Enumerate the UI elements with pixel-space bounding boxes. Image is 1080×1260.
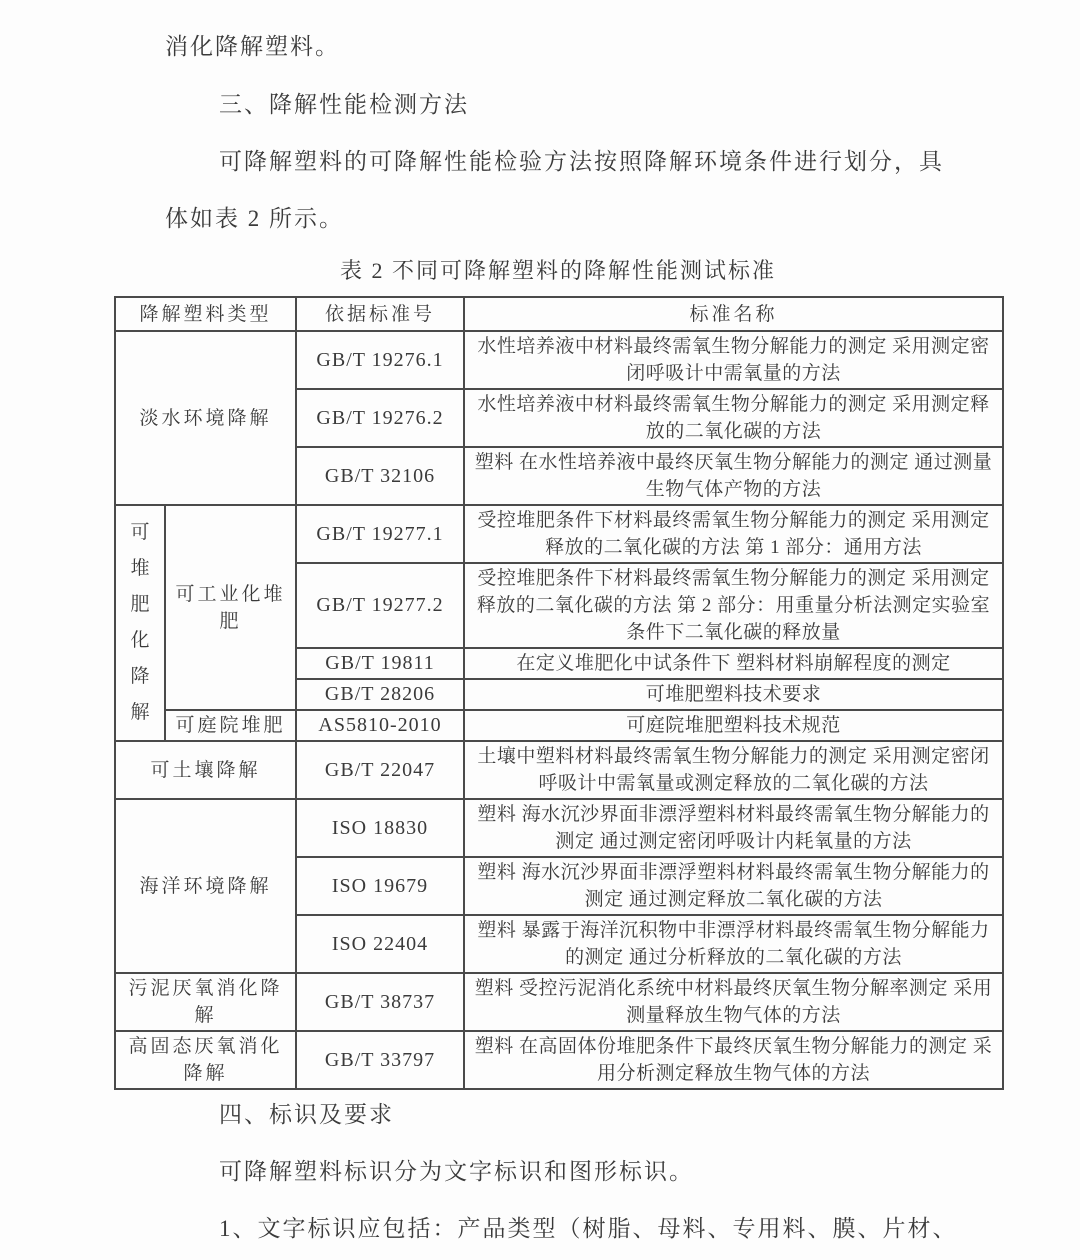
- standard-number-cell: GB/T 19811: [296, 648, 464, 679]
- standards-table-body: [115, 297, 1003, 1089]
- degradation-type-cell: 可工业化堆肥: [165, 505, 296, 710]
- standard-number-cell: AS5810-2010: [296, 710, 464, 741]
- standard-name-cell: 水性培养液中材料最终需氧生物分解能力的测定 采用测定释放的二氧化碳的方法: [464, 389, 1003, 447]
- standard-name-cell: 受控堆肥条件下材料最终需氧生物分解能力的测定 采用测定释放的二氧化碳的方法 第 2 部分：用重量分析法测定实验室条件下二氧化碳的释放量: [464, 563, 1003, 648]
- section-heading-3: 三、降解性能检测方法: [219, 92, 469, 117]
- standards-table: [114, 296, 1004, 1090]
- standard-number-cell: GB/T 38737: [296, 973, 464, 1031]
- paragraph-intro-line2: 体如表 2 所示。: [165, 206, 344, 231]
- column-header: 依据标准号: [296, 297, 464, 331]
- standard-name-cell: 受控堆肥条件下材料最终需氧生物分解能力的测定 采用测定释放的二氧化碳的方法 第 1 部分：通用方法: [464, 505, 1003, 563]
- degradation-type-cell: 高固态厌氧消化降解: [115, 1031, 296, 1089]
- degradation-type-cell: 海洋环境降解: [115, 799, 296, 973]
- standard-name-cell: 塑料 海水沉沙界面非漂浮塑料材料最终需氧生物分解能力的测定 通过测定密闭呼吸计内耗氧量的方法: [464, 799, 1003, 857]
- degradation-type-cell: 可土壤降解: [115, 741, 296, 799]
- standard-name-cell: 可堆肥塑料技术要求: [464, 679, 1003, 710]
- standard-number-cell: GB/T 22047: [296, 741, 464, 799]
- table-row: [115, 331, 1003, 389]
- standard-name-cell: 土壤中塑料材料最终需氧生物分解能力的测定 采用测定密闭呼吸计中需氧量或测定释放的二氧化碳的方法: [464, 741, 1003, 799]
- degradation-type-cell: 可庭院堆肥: [165, 710, 296, 741]
- degradation-type-cell: 污泥厌氧消化降解: [115, 973, 296, 1031]
- paragraph-text-mark-item1: 1、文字标识应包括：产品类型（树脂、母料、专用料、膜、片材、: [219, 1216, 958, 1241]
- table-header-row: [115, 297, 1003, 331]
- standard-number-cell: GB/T 19277.1: [296, 505, 464, 563]
- column-header: 降解塑料类型: [115, 297, 296, 331]
- table-row: [115, 1031, 1003, 1089]
- standard-number-cell: ISO 22404: [296, 915, 464, 973]
- standard-name-cell: 塑料 在水性培养液中最终厌氧生物分解能力的测定 通过测量生物气体产物的方法: [464, 447, 1003, 505]
- standard-name-cell: 塑料 海水沉沙界面非漂浮塑料材料最终需氧生物分解能力的测定 通过测定释放二氧化碳的方法: [464, 857, 1003, 915]
- paragraph-intro-line1: 可降解塑料的可降解性能检验方法按照降解环境条件进行划分，具: [219, 149, 944, 174]
- standard-number-cell: GB/T 19276.1: [296, 331, 464, 389]
- paragraph-mark-types: 可降解塑料标识分为文字标识和图形标识。: [219, 1159, 694, 1184]
- standard-name-cell: 塑料 暴露于海洋沉积物中非漂浮材料最终需氧生物分解能力的测定 通过分析释放的二氧化碳的方法: [464, 915, 1003, 973]
- table-row: [115, 505, 1003, 563]
- standard-number-cell: ISO 18830: [296, 799, 464, 857]
- standard-name-cell: 塑料 受控污泥消化系统中材料最终厌氧生物分解率测定 采用测量释放生物气体的方法: [464, 973, 1003, 1031]
- standard-number-cell: ISO 19679: [296, 857, 464, 915]
- table-row: [115, 741, 1003, 799]
- table-row: [115, 710, 1003, 741]
- standard-number-cell: GB/T 19276.2: [296, 389, 464, 447]
- standard-name-cell: 在定义堆肥化中试条件下 塑料材料崩解程度的测定: [464, 648, 1003, 679]
- section-heading-4: 四、标识及要求: [219, 1102, 394, 1127]
- standards-table-container: [114, 296, 1002, 1090]
- standard-number-cell: GB/T 19277.2: [296, 563, 464, 648]
- paragraph-carryover: 消化降解塑料。: [165, 34, 340, 59]
- standard-number-cell: GB/T 33797: [296, 1031, 464, 1089]
- degradation-type-cell: 淡水环境降解: [115, 331, 296, 505]
- table-caption: 表 2 不同可降解塑料的降解性能测试标准: [339, 258, 776, 283]
- standard-name-cell: 水性培养液中材料最终需氧生物分解能力的测定 采用测定密闭呼吸计中需氧量的方法: [464, 331, 1003, 389]
- standard-number-cell: GB/T 28206: [296, 679, 464, 710]
- degradation-type-cell: 可堆肥化降解: [115, 505, 165, 741]
- standard-name-cell: 塑料 在高固体份堆肥条件下最终厌氧生物分解能力的测定 采用分析测定释放生物气体的方法: [464, 1031, 1003, 1089]
- table-row: [115, 973, 1003, 1031]
- standard-number-cell: GB/T 32106: [296, 447, 464, 505]
- standard-name-cell: 可庭院堆肥塑料技术规范: [464, 710, 1003, 741]
- table-row: [115, 799, 1003, 857]
- column-header: 标准名称: [464, 297, 1003, 331]
